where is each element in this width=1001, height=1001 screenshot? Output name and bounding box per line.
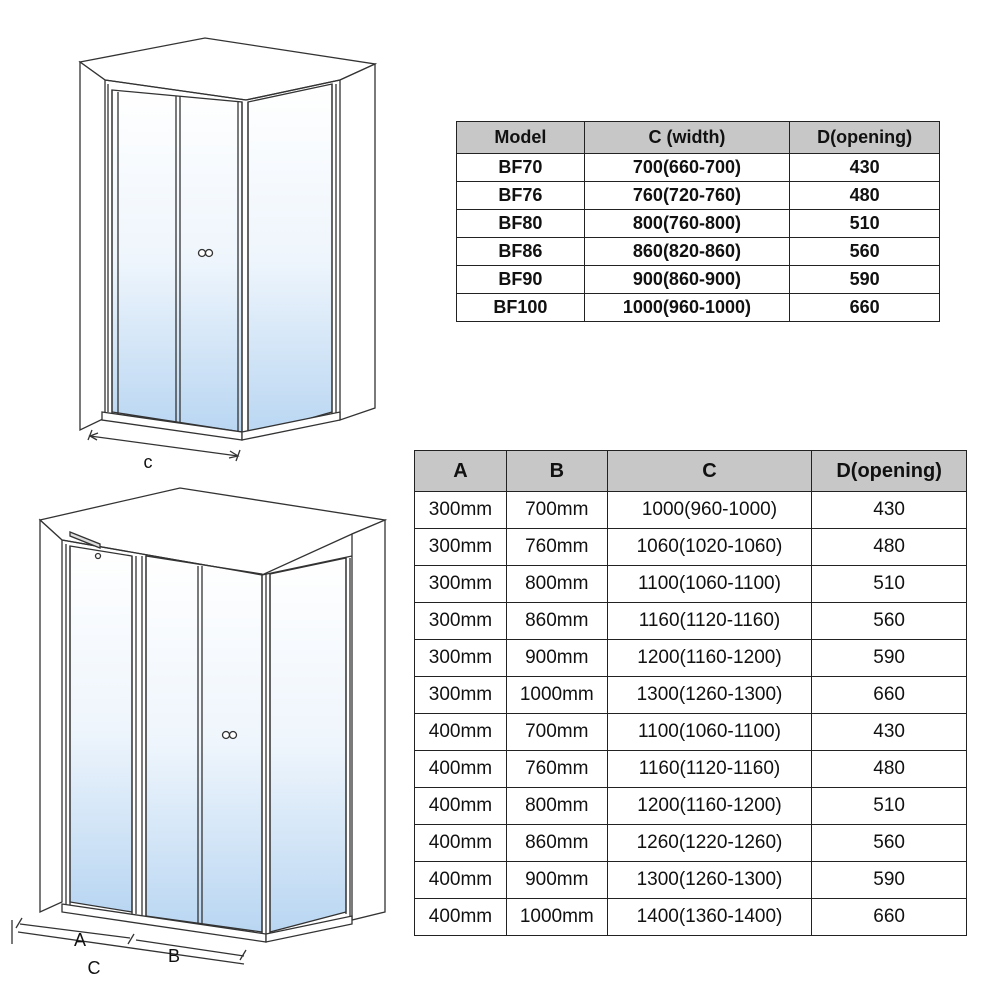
cell-b: 700mm [506, 492, 607, 529]
table-row [415, 640, 967, 677]
cell-opening: 660 [812, 899, 967, 936]
bottom-right-wall [352, 520, 385, 920]
cell-opening: 480 [790, 182, 940, 210]
cell-b: 760mm [506, 751, 607, 788]
header-a: A [415, 451, 507, 492]
cell-width: 800(760-800) [584, 210, 790, 238]
header-b: B [506, 451, 607, 492]
cell-a: 300mm [415, 492, 507, 529]
cell-b: 900mm [506, 640, 607, 677]
cell-c: 1060(1020-1060) [607, 529, 811, 566]
table-row [457, 210, 940, 238]
cell-model: BF86 [457, 238, 585, 266]
cell-a: 400mm [415, 751, 507, 788]
table-row [415, 566, 967, 603]
cell-a: 400mm [415, 899, 507, 936]
cell-c: 1100(1060-1100) [607, 714, 811, 751]
cell-opening: 590 [812, 640, 967, 677]
header-d-opening: D(opening) [790, 122, 940, 154]
table-row [457, 266, 940, 294]
cell-model: BF70 [457, 154, 585, 182]
cell-opening: 590 [812, 862, 967, 899]
cell-opening: 430 [812, 492, 967, 529]
cell-c: 1300(1260-1300) [607, 677, 811, 714]
cell-opening: 560 [812, 825, 967, 862]
top-dim-label-c: c [143, 452, 153, 472]
top-left-wall [80, 62, 105, 430]
cell-model: BF76 [457, 182, 585, 210]
table-row [415, 714, 967, 751]
cell-b: 1000mm [506, 899, 607, 936]
top-door-handle-icon [199, 250, 206, 257]
cell-c: 1000(960-1000) [607, 492, 811, 529]
table-row [415, 825, 967, 862]
table-row [415, 788, 967, 825]
cell-opening: 430 [812, 714, 967, 751]
bottom-fixed-panel-glass [70, 546, 132, 912]
cell-model: BF80 [457, 210, 585, 238]
table-row [457, 238, 940, 266]
top-front-glass [112, 90, 242, 432]
cell-b: 860mm [506, 825, 607, 862]
cell-opening: 560 [812, 603, 967, 640]
table-row [415, 899, 967, 936]
cell-opening: 480 [812, 751, 967, 788]
table-row [415, 492, 967, 529]
top-right-wall [340, 64, 375, 420]
cell-a: 300mm [415, 566, 507, 603]
bottom-side-glass [270, 558, 346, 932]
bottom-left-wall [40, 520, 62, 912]
cell-opening: 510 [790, 210, 940, 238]
header-c: C [607, 451, 811, 492]
cell-a: 300mm [415, 529, 507, 566]
cell-a: 400mm [415, 714, 507, 751]
cell-width: 760(720-760) [584, 182, 790, 210]
table-header-row [457, 122, 940, 154]
table-row [415, 603, 967, 640]
cell-b: 860mm [506, 603, 607, 640]
cell-c: 1160(1120-1160) [607, 603, 811, 640]
cell-c: 1260(1220-1260) [607, 825, 811, 862]
cell-width: 700(660-700) [584, 154, 790, 182]
cell-width: 1000(960-1000) [584, 294, 790, 322]
cell-c: 1200(1160-1200) [607, 788, 811, 825]
cell-c: 1400(1360-1400) [607, 899, 811, 936]
cell-width: 900(860-900) [584, 266, 790, 294]
table-row [457, 154, 940, 182]
header-d-opening: D(opening) [812, 451, 967, 492]
cell-b: 800mm [506, 788, 607, 825]
cell-model: BF90 [457, 266, 585, 294]
table-row [415, 862, 967, 899]
cell-opening: 510 [812, 566, 967, 603]
header-c-width: C (width) [584, 122, 790, 154]
cell-a: 300mm [415, 603, 507, 640]
bottom-door-handle-icon [223, 732, 230, 739]
top-enclosure-diagram [80, 38, 375, 461]
cell-a: 400mm [415, 862, 507, 899]
header-model: Model [457, 122, 585, 154]
cell-opening: 590 [790, 266, 940, 294]
bottom-bifold-door-glass [146, 556, 262, 932]
cell-c: 1300(1260-1300) [607, 862, 811, 899]
cell-b: 800mm [506, 566, 607, 603]
bottom-dim-label-b: B [167, 946, 181, 966]
table-row [415, 751, 967, 788]
bottom-dim-label-a: A [73, 930, 87, 950]
cell-a: 400mm [415, 788, 507, 825]
cell-width: 860(820-860) [584, 238, 790, 266]
cell-b: 900mm [506, 862, 607, 899]
cell-c: 1100(1060-1100) [607, 566, 811, 603]
table-row [457, 294, 940, 322]
model-size-table [456, 121, 940, 322]
bottom-enclosure-diagram [12, 488, 385, 964]
table-header-row [415, 451, 967, 492]
cell-opening: 510 [812, 788, 967, 825]
cell-b: 700mm [506, 714, 607, 751]
cell-a: 300mm [415, 640, 507, 677]
cell-b: 760mm [506, 529, 607, 566]
cell-opening: 560 [790, 238, 940, 266]
cell-opening: 430 [790, 154, 940, 182]
cell-opening: 480 [812, 529, 967, 566]
table-row [457, 182, 940, 210]
dimension-table [414, 450, 967, 936]
cell-c: 1160(1120-1160) [607, 751, 811, 788]
cell-a: 300mm [415, 677, 507, 714]
cell-c: 1200(1160-1200) [607, 640, 811, 677]
cell-a: 400mm [415, 825, 507, 862]
cell-b: 1000mm [506, 677, 607, 714]
table-row [415, 677, 967, 714]
cell-model: BF100 [457, 294, 585, 322]
cell-opening: 660 [812, 677, 967, 714]
bottom-dim-label-c: C [87, 958, 101, 978]
top-side-glass [248, 84, 332, 436]
cell-opening: 660 [790, 294, 940, 322]
table-row [415, 529, 967, 566]
